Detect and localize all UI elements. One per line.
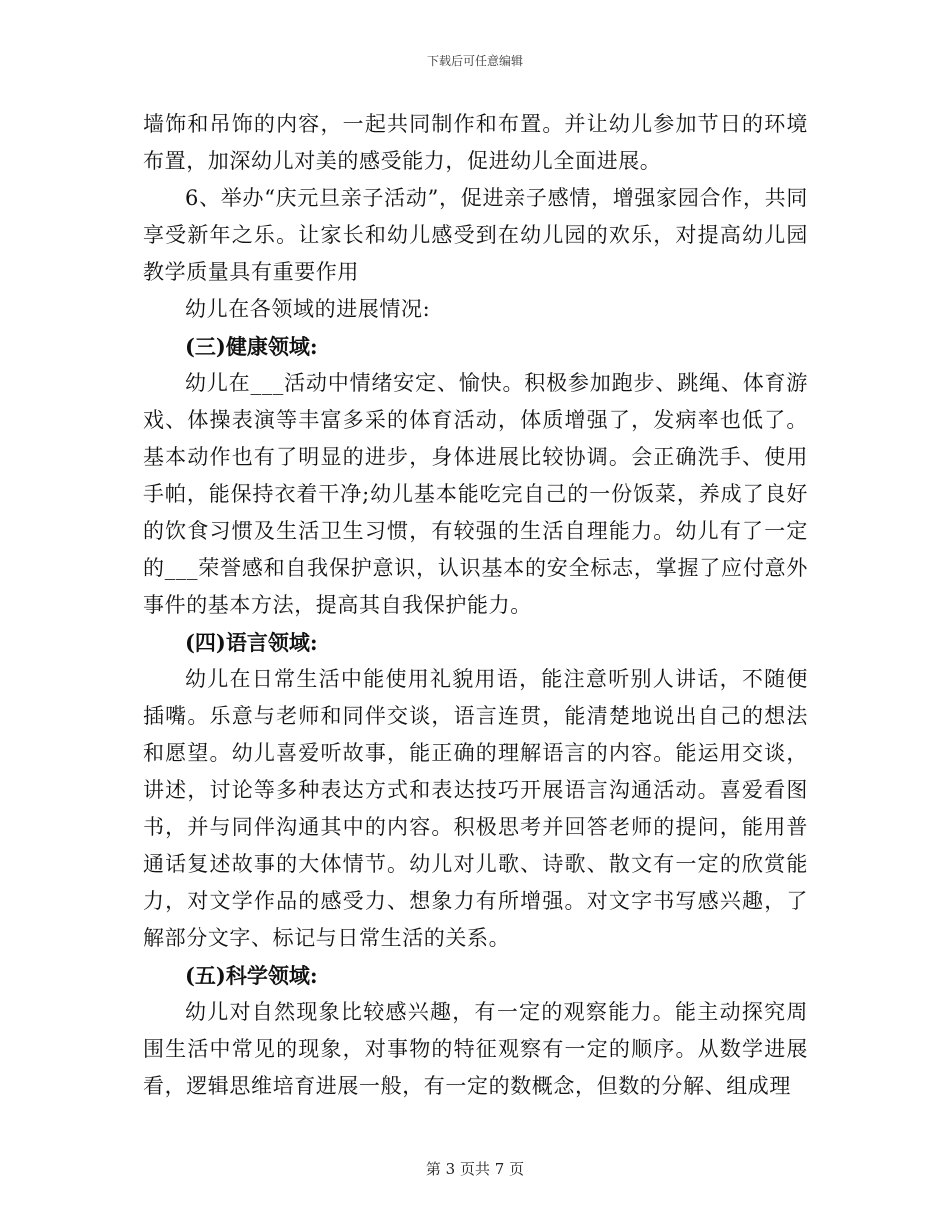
page-footer: 第 3 页共 7 页 bbox=[425, 1160, 525, 1178]
document-body bbox=[143, 106, 808, 1105]
page-header: 下载后可任意编辑 bbox=[426, 54, 523, 68]
heading-language: (四)语言领域: bbox=[185, 630, 318, 655]
paragraph-science: 幼儿对自然现象比较感兴趣，有一定的观察能力。能主动探究周围生活中常见的现象，对事物的特征观察有一定的顺序。从数学进展看，逻辑思维培育进展一般，有一定的数概念，但数的分解、组成理 bbox=[143, 1000, 808, 1098]
paragraph-decoration-continuation: 墙饰和吊饰的内容，一起共同制作和布置。并让幼儿参加节日的环境布置，加深幼儿对美的感受能力，促进幼儿全面进展。 bbox=[143, 112, 808, 173]
heading-science: (五)科学领域: bbox=[185, 963, 318, 988]
paragraph-new-year-activity: 6、举办“庆元旦亲子活动”，促进亲子感情，增强家园合作，共同享受新年之乐。让家长和幼儿感受到在幼儿园的欢乐，对提高幼儿园教学质量具有重要作用 bbox=[143, 186, 808, 284]
paragraph-health: 幼儿在___活动中情绪安定、愉快。积极参加跑步、跳绳、体育游戏、体操表演等丰富多采的体育活动，体质增强了，发病率也低了。基本动作也有了明显的进步，身体进展比较协调。会正确洗手、使用手帕，能保持衣着干净;幼儿基本能吃完自己的一份饭菜，养成了良好的饮食习惯及生活卫生习惯，有较强的生活自理能力。幼儿有了一定的___荣誉感和自我保护意识，认识基本的安全标志，掌握了应付意外事件的基本方法，提高其自我保护能力。 bbox=[143, 371, 808, 617]
heading-health: (三)健康领域: bbox=[185, 334, 318, 359]
paragraph-progress-intro: 幼儿在各领域的进展情况: bbox=[185, 297, 431, 321]
paragraph-language: 幼儿在日常生活中能使用礼貌用语，能注意听别人讲话，不随便插嘴。乐意与老师和同伴交谈，语言连贯，能清楚地说出自己的想法和愿望。幼儿喜爱听故事，能正确的理解语言的内容。能运用交谈，讲述，讨论等多种表达方式和表达技巧开展语言沟通活动。喜爱看图书，并与同伴沟通其中的内容。积极思考并回答老师的提问，能用普通话复述故事的大体情节。幼儿对儿歌、诗歌、散文有一定的欣赏能力，对文学作品的感受力、想象力有所增强。对文字书写感兴趣，了解部分文字、标记与日常生活的关系。 bbox=[143, 667, 808, 950]
